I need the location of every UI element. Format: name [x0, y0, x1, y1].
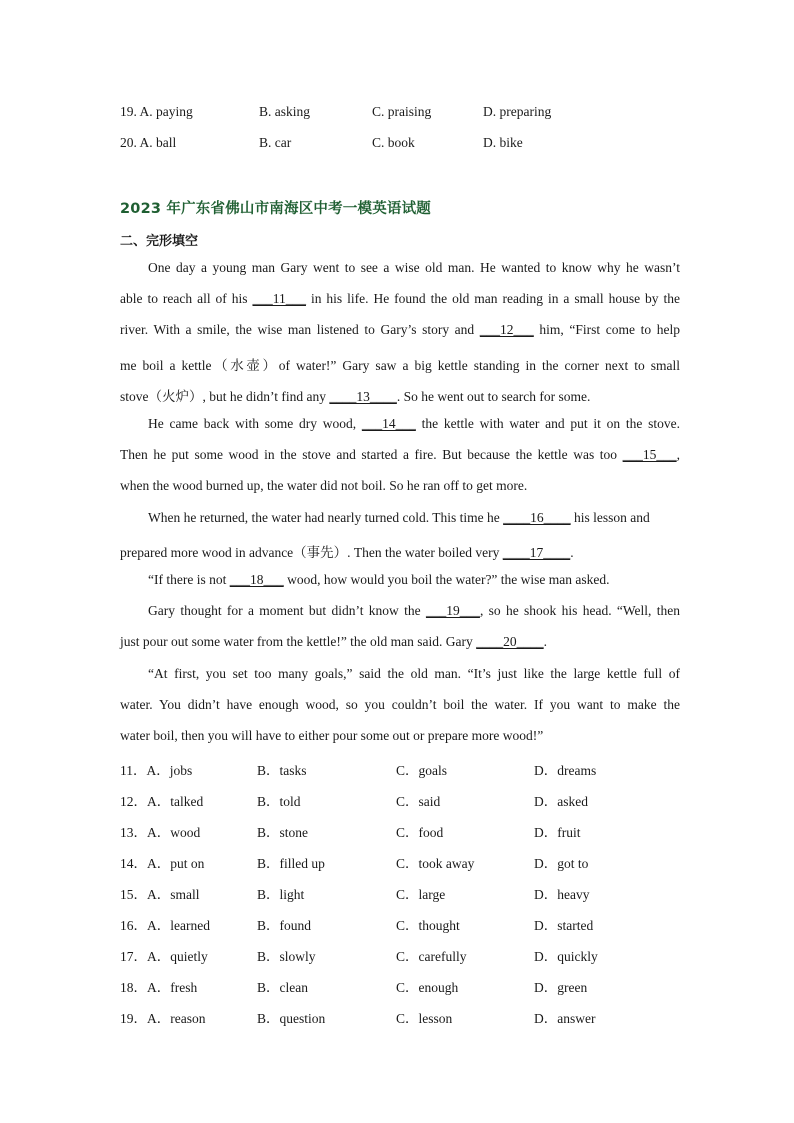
passage-text: prepared more wood in advance（事先）. Then the water boiled very: [120, 544, 503, 560]
passage-line: [120, 728, 680, 748]
option-c: C．took away: [396, 856, 475, 871]
passage-line: [120, 447, 680, 467]
passage-line: [120, 385, 680, 405]
option-d: D．fruit: [534, 825, 581, 840]
option-a: 20. A. ball: [120, 135, 177, 150]
option-a: 14．A．put on: [120, 856, 205, 871]
passage-text: his lesson and: [570, 509, 650, 525]
option-d: D．started: [534, 918, 594, 933]
option-a: 12．A．talked: [120, 794, 204, 809]
option-d: D．asked: [534, 794, 588, 809]
option-a: 16．A．learned: [120, 918, 210, 933]
option-c: C．carefully: [396, 949, 467, 964]
passage-text: river. With a smile, the wise man listened to Gary’s story and: [120, 322, 480, 338]
option-d: D. preparing: [483, 104, 552, 119]
option-c: C．food: [396, 825, 444, 840]
passage-text: , so he shook his head. “Well, then: [479, 603, 680, 619]
passage-line: [148, 260, 680, 280]
passage-line: [120, 478, 680, 498]
option-a: 13．A．wood: [120, 825, 201, 840]
passage-text: able to reach all of his: [120, 291, 253, 307]
option-b: B. asking: [259, 104, 311, 119]
option-c: C．lesson: [396, 1011, 453, 1026]
answer-blank: ____16____: [503, 509, 571, 525]
option-a: 19．A．reason: [120, 1011, 206, 1026]
passage-line: [120, 697, 680, 717]
passage-text: Then he put some wood in the stove and started a fire. But because the kettle was too: [120, 447, 623, 463]
answer-blank: ___11___: [252, 291, 306, 307]
option-b: B．light: [257, 887, 305, 902]
passage-text: When he returned, the water had nearly turned cold. This time he: [148, 509, 504, 525]
option-b: B．told: [257, 794, 301, 809]
passage-text: He came back with some dry wood,: [148, 416, 362, 431]
option-c: C．thought: [396, 918, 460, 933]
answer-blank: ___15___: [622, 447, 677, 463]
answer-blank: ___18___: [229, 572, 284, 587]
option-b: B. car: [259, 135, 292, 150]
option-c: C．large: [396, 887, 446, 902]
passage-text: him, “First come to help: [533, 322, 680, 338]
option-c: C. book: [372, 135, 415, 150]
passage-text: wood, how would you boil the water?” the wise man asked.: [283, 572, 610, 587]
option-c: C．enough: [396, 980, 459, 995]
option-d: D．got to: [534, 856, 589, 871]
passage-line: [120, 354, 680, 374]
option-d: D. bike: [483, 135, 523, 150]
passage-text: . So he went out to search for some.: [396, 388, 591, 404]
passage-text: .: [543, 634, 548, 650]
passage-text: the kettle with water and put it on the stove.: [415, 416, 680, 431]
passage-text: water. You didn’t have enough wood, so you couldn’t boil the water. If you want to make the: [120, 696, 680, 712]
option-c: C. praising: [372, 104, 432, 119]
passage-line: [148, 572, 680, 592]
passage-text: stove（火炉）, but he didn’t find any: [120, 388, 330, 404]
passage-text: “At first, you set too many goals,” said the old man. “It’s just like the large kettle full of: [148, 665, 680, 681]
option-a: 15．A．small: [120, 887, 200, 902]
passage-text: just pour out some water from the kettle!” the old man said. Gary: [120, 634, 477, 650]
passage-line: [148, 666, 680, 686]
option-d: D．heavy: [534, 887, 590, 902]
option-a: 11．A．jobs: [120, 763, 193, 778]
passage-text: in his life. He found the old man reading in a small house by the: [305, 291, 680, 307]
passage-line: [148, 603, 680, 623]
passage-text: water boil, then you will have to either pour some out or prepare more wood!”: [120, 728, 544, 743]
option-d: D．green: [534, 980, 588, 995]
passage-text: when the wood burned up, the water did not boil. So he ran off to get more.: [120, 478, 528, 494]
answer-blank: ___19___: [425, 603, 480, 619]
passage-text: me boil a kettle（水壶）of water!” Gary saw a big kettle standing in the corner next to small: [120, 357, 680, 373]
exam-title: 2023 年广东省佛山市南海区中考一模英语试题: [120, 201, 432, 217]
option-a: 17．A．quietly: [120, 949, 208, 964]
passage-text: One day a young man Gary went to see a wise old man. He wanted to know why he wasn’t: [148, 260, 680, 275]
option-b: B．found: [257, 918, 311, 933]
passage-line: [120, 634, 680, 654]
answer-blank: ___14___: [361, 416, 416, 431]
passage-line: [120, 541, 680, 561]
passage-text: ,: [676, 447, 680, 463]
answer-blank: ___12___: [479, 322, 534, 338]
passage-text: “If there is not: [148, 572, 230, 587]
option-c: C．said: [396, 794, 441, 809]
option-a: 18．A．fresh: [120, 980, 198, 995]
option-b: B．stone: [257, 825, 309, 840]
option-b: B．slowly: [257, 949, 316, 964]
answer-blank: ____17____: [502, 544, 571, 560]
passage-text: Gary thought for a moment but didn’t know the: [148, 603, 426, 619]
passage-line: [120, 291, 680, 311]
option-b: B．filled up: [257, 856, 325, 871]
option-c: C．goals: [396, 763, 448, 778]
section-heading: 二、完形填空: [120, 234, 199, 249]
answer-blank: ____13____: [329, 388, 397, 404]
option-b: B．clean: [257, 980, 308, 995]
option-b: B．tasks: [257, 763, 307, 778]
option-d: D．dreams: [534, 763, 597, 778]
passage-line: [120, 322, 680, 342]
option-b: B．question: [257, 1011, 326, 1026]
passage-line: [148, 416, 680, 436]
passage-line: [148, 510, 680, 530]
option-d: D．quickly: [534, 949, 598, 964]
option-d: D．answer: [534, 1011, 596, 1026]
passage-text: .: [570, 544, 574, 560]
answer-blank: ____20____: [476, 634, 544, 650]
option-a: 19. A. paying: [120, 104, 193, 119]
